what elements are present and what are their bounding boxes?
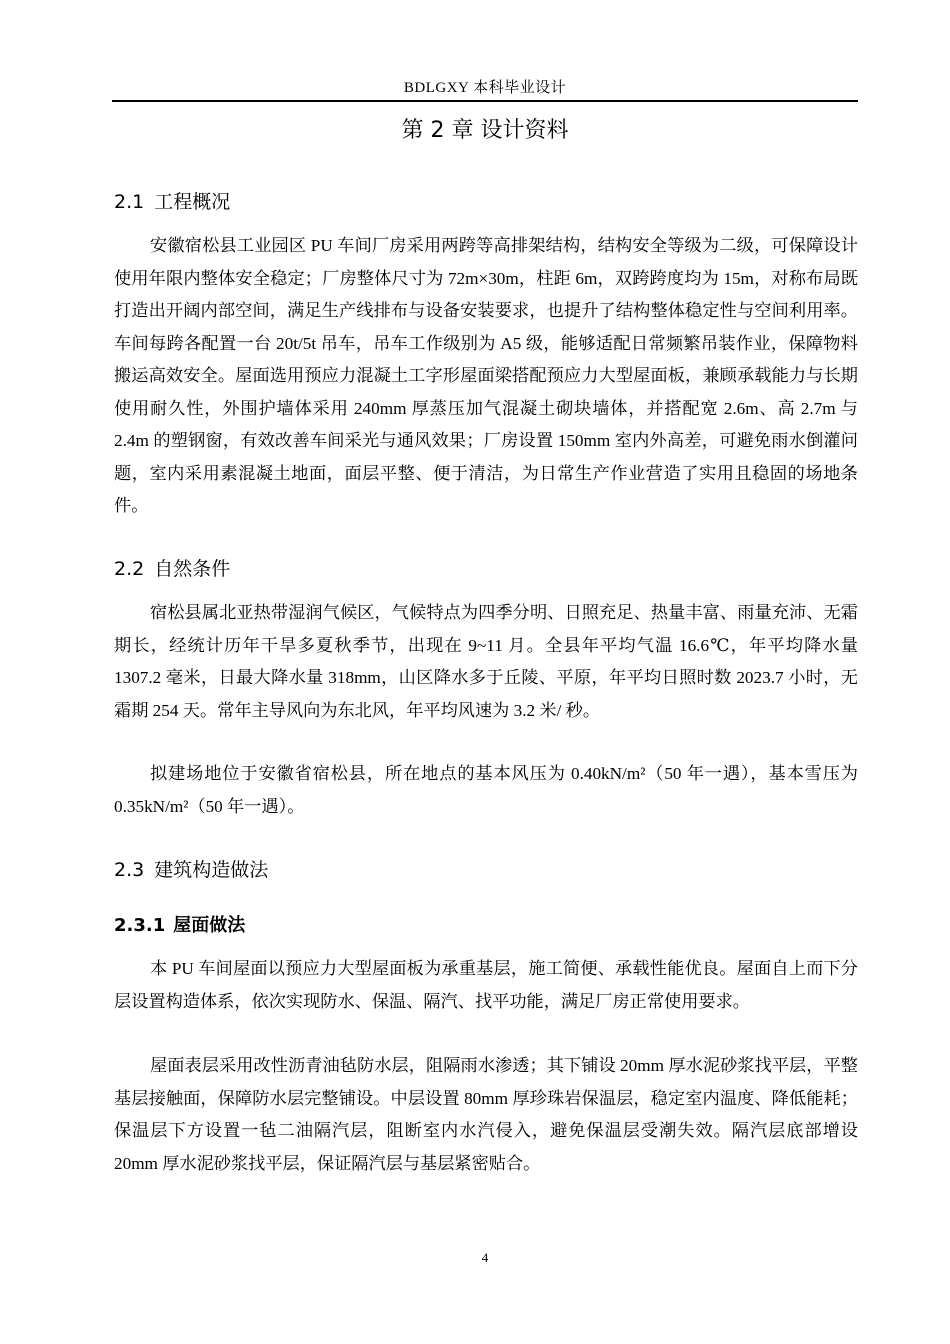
section-number: 2.3 [114,859,145,881]
section-title: 工程概况 [154,191,231,213]
page-number: 4 [481,1250,489,1265]
subsection-number: 2.3.1 [114,915,166,936]
section-number: 2.1 [114,191,145,213]
paragraph-roof-layers: 屋面表层采用改性沥青油毡防水层，阻隔雨水渗透；其下铺设 20mm 厚水泥砂浆找平层，平整基层接触面，保障防水层完整铺设。中层设置 80mm 厚珍珠岩保温层，稳定室内温度、降低能耗；保温层下方设置一毡二油隔汽层，阻断室内水汽侵入，避免保温层受潮失效。隔汽层底部增设 20mm 厚水泥砂浆找平层，保证隔汽层与基层紧密贴合。 [114,1056,858,1173]
paragraph-climate: 宿松县属北亚热带湿润气候区，气候特点为四季分明、日照充足、热量丰富、雨量充沛、无霜期长，经统计历年干旱多夏秋季节，出现在 9~11 月。全县年平均气温 16.6℃，年平均降水量 1307.2 毫米，日最大降水量 318mm，山区降水多于丘陵、平原，年平均日照时数 2023.7 小时，无霜期 254 天。常年主导风向为东北风，年平均风速为 3.2 米/ 秒。 [114,603,858,720]
paragraph-wind-snow-load: 拟建场地位于安徽省宿松县，所在地点的基本风压为 0.40kN/m²（50 年一遇），基本雪压为 0.35kN/m²（50 年一遇）。 [114,764,858,816]
chapter-title: 第 2 章 设计资料 [401,118,569,143]
paragraph-roof-overview: 本 PU 车间屋面以预应力大型屋面板为承重基层，施工简便、承载性能优良。屋面自上而下分层设置构造体系，依次实现防水、保温、隔汽、找平功能，满足厂房正常使用要求。 [114,959,858,1011]
running-header: BDLGXY 本科毕业设计 [403,80,567,96]
header-rule [112,100,858,102]
subsection-heading-2-3-1 [114,913,245,939]
section-number: 2.2 [114,558,145,580]
section-heading-2-1 [114,189,230,215]
paragraph-project-overview: 安徽宿松县工业园区 PU 车间厂房采用两跨等高排架结构，结构安全等级为二级，可保障设计使用年限内整体安全稳定；厂房整体尺寸为 72m×30m，柱距 6m，双跨跨度均为 15m，对称布局既打造出开阔内部空间，满足生产线排布与设备安装要求，也提升了结构整体稳定性与空间利用率。车间每跨各配置一台 20t/5t 吊车，吊车工作级别为 A5 级，能够适配日常频繁吊装作业，保障物料搬运高效安全。屋面选用预应力混凝土工字形屋面梁搭配预应力大型屋面板，兼顾承载能力与长期使用耐久性，外围护墙体采用 240mm 厚蒸压加气混凝土砌块墙体，并搭配宽 2.6m、高 2.7m 与 2.4m 的塑钢窗，有效改善车间采光与通风效果；厂房设置 150mm 室内外高差，可避免雨水倒灌问题，室内采用素混凝土地面，面层平整、便于清洁，为日常生产作业营造了实用且稳固的场地条件。 [114,236,858,515]
section-title: 建筑构造做法 [154,859,269,881]
section-heading-2-2 [114,556,230,582]
section-title: 自然条件 [154,558,231,580]
subsection-title: 屋面做法 [173,915,246,936]
section-heading-2-3 [114,857,268,883]
